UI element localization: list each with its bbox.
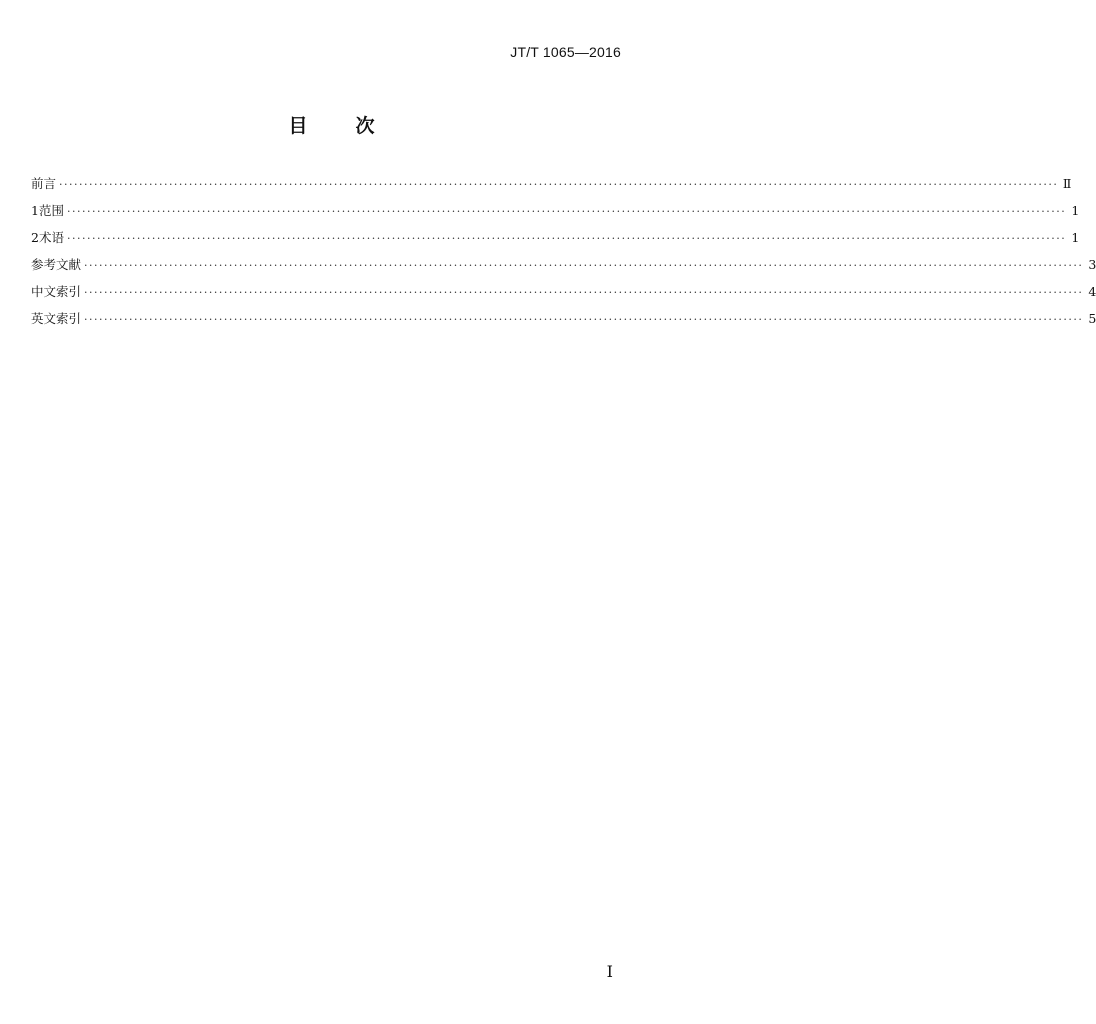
dot-leader: ········································································································································································································: [84, 286, 1084, 299]
dot-leader: ········································································································································································································: [66, 232, 1067, 245]
toc-list: [31, 174, 1096, 336]
toc-entry-english-index[interactable]: [31, 309, 1096, 336]
toc-entry-page: Ⅱ: [1062, 176, 1072, 191]
dot-leader: ········································································································································································································: [59, 178, 1059, 191]
toc-entry-page: 1: [1071, 203, 1080, 218]
toc-entry-label: 术语: [38, 230, 64, 245]
toc-entry-label: 前言: [31, 176, 57, 191]
dot-leader: ········································································································································································································: [84, 313, 1084, 326]
toc-entry-page: 4: [1088, 284, 1096, 299]
toc-entry-label: 参考文献: [31, 257, 82, 272]
toc-entry-foreword[interactable]: [31, 174, 1072, 201]
standard-number: JT/T 1065—2016: [510, 44, 621, 60]
toc-entry-terms[interactable]: [31, 228, 1080, 255]
toc-entry-page: 3: [1088, 257, 1096, 272]
toc-entry-page: 1: [1071, 230, 1080, 245]
toc-entry-label: 中文索引: [31, 284, 82, 299]
page-folio: I: [606, 962, 613, 981]
toc-entry-number: 1: [31, 203, 39, 218]
dot-leader: ········································································································································································································: [84, 259, 1084, 272]
toc-entry-label: 英文索引: [31, 311, 82, 326]
toc-title-char-1: 目: [288, 115, 308, 137]
toc-entry-number: 2: [31, 230, 39, 245]
toc-entry-chinese-index[interactable]: [31, 282, 1096, 309]
toc-title: [0, 111, 663, 138]
toc-entry-scope[interactable]: [31, 201, 1080, 228]
toc-entry-label: 范围: [38, 203, 64, 218]
toc-title-char-2: 次: [355, 115, 375, 137]
toc-entry-page: 5: [1088, 311, 1096, 326]
toc-entry-references[interactable]: [31, 255, 1096, 282]
dot-leader: ········································································································································································································: [66, 205, 1067, 218]
